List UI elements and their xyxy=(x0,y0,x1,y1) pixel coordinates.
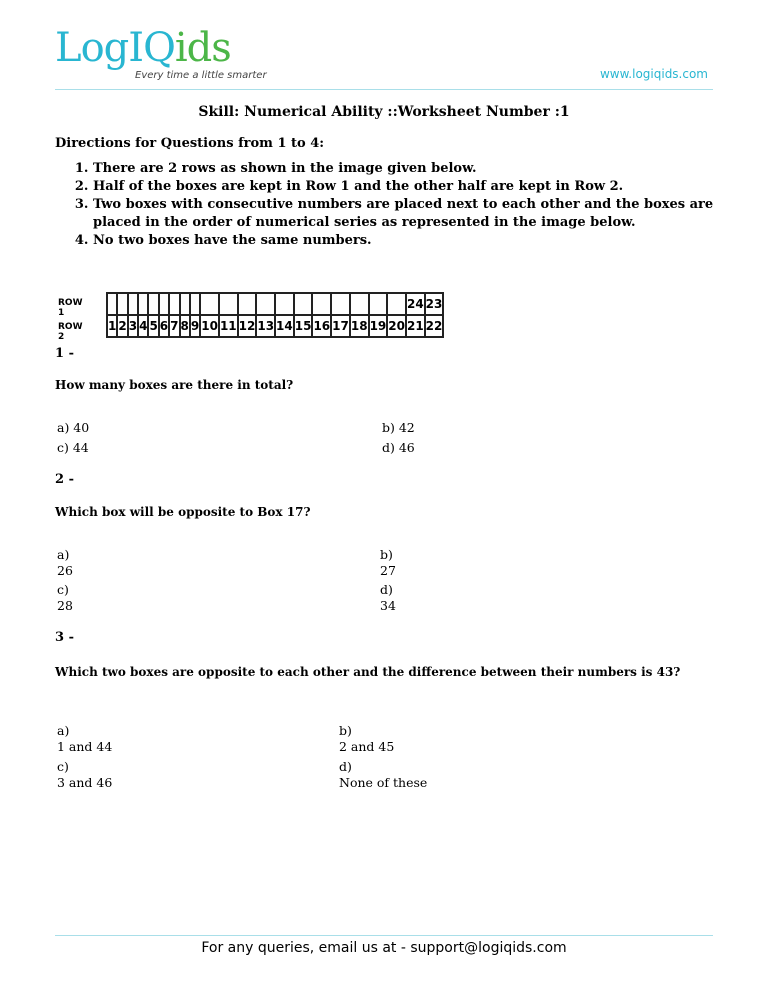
option-value: 2 and 45 xyxy=(339,739,395,754)
option-value: None of these xyxy=(339,775,428,790)
option-d[interactable] xyxy=(339,759,427,791)
box-cell xyxy=(219,293,238,315)
box-cell: 2 xyxy=(117,315,127,337)
box-cell: 7 xyxy=(169,315,179,337)
box-cell: 13 xyxy=(256,315,275,337)
box-cell: 11 xyxy=(219,315,238,337)
option-d[interactable] xyxy=(380,582,396,614)
box-cell: 21 xyxy=(406,315,425,337)
question-number: 3 - xyxy=(55,630,74,645)
box-cell: 20 xyxy=(387,315,406,337)
worksheet-title: Skill: Numerical Ability ::Worksheet Number :1 xyxy=(198,104,570,120)
direction-item: 2. Half of the boxes are kept in Row 1 and the other half are kept in Row 2. xyxy=(93,178,753,196)
box-cell xyxy=(350,293,369,315)
option-label: c) xyxy=(57,582,69,597)
box-cell: 6 xyxy=(159,315,169,337)
option-d[interactable]: d) 46 xyxy=(382,440,415,455)
footer-divider xyxy=(55,935,713,936)
box-cell xyxy=(128,293,138,315)
tagline: Every time a little smarter xyxy=(135,70,267,81)
option-label: d) xyxy=(339,759,352,774)
box-cell xyxy=(148,293,158,315)
option-value: 34 xyxy=(380,598,396,613)
question-number: 1 - xyxy=(55,346,74,361)
option-c[interactable] xyxy=(57,582,73,614)
box-cell xyxy=(190,293,200,315)
option-a[interactable] xyxy=(57,723,112,755)
option-value: 27 xyxy=(380,563,396,578)
box-cell xyxy=(200,293,219,315)
option-b[interactable] xyxy=(339,723,394,755)
box-cell: 1 xyxy=(107,315,117,337)
box-cell xyxy=(117,293,127,315)
directions-heading: Directions for Questions from 1 to 4: xyxy=(55,136,325,151)
box-table xyxy=(106,292,444,338)
box-cell xyxy=(369,293,388,315)
box-cell xyxy=(312,293,331,315)
box-cell: 24 xyxy=(406,293,425,315)
directions-list xyxy=(55,160,753,250)
box-cell xyxy=(256,293,275,315)
option-label: b) xyxy=(380,547,393,562)
question-text: How many boxes are there in total? xyxy=(55,378,294,392)
question-text: Which two boxes are opposite to each other and the difference between their numbers is 43? xyxy=(55,665,681,679)
box-cell: 19 xyxy=(369,315,388,337)
box-cell xyxy=(180,293,190,315)
option-a[interactable] xyxy=(57,547,73,579)
box-cell: 23 xyxy=(425,293,444,315)
option-value: 28 xyxy=(57,598,73,613)
box-cell: 17 xyxy=(331,315,350,337)
option-value: 26 xyxy=(57,563,73,578)
option-c[interactable]: c) 44 xyxy=(57,440,89,455)
row2-label: ROW 2 xyxy=(58,322,83,342)
direction-item: 4. No two boxes have the same numbers. xyxy=(93,232,753,250)
box-cell xyxy=(275,293,294,315)
option-value: 3 and 46 xyxy=(57,775,113,790)
box-cell: 16 xyxy=(312,315,331,337)
option-b[interactable] xyxy=(380,547,396,579)
option-value: 1 and 44 xyxy=(57,739,113,754)
question-text: Which box will be opposite to Box 17? xyxy=(55,505,311,519)
option-b[interactable]: b) 42 xyxy=(382,420,415,435)
option-label: d) xyxy=(380,582,393,597)
box-cell: 4 xyxy=(138,315,148,337)
option-a[interactable]: a) 40 xyxy=(57,420,90,435)
box-cell xyxy=(107,293,117,315)
header-divider xyxy=(55,89,713,90)
box-cell: 18 xyxy=(350,315,369,337)
box-cell: 10 xyxy=(200,315,219,337)
box-cell xyxy=(238,293,257,315)
footer-contact: For any queries, email us at - support@logiqids.com xyxy=(201,940,567,956)
box-cell xyxy=(138,293,148,315)
box-cell xyxy=(159,293,169,315)
direction-item: 1. There are 2 rows as shown in the image given below. xyxy=(93,160,753,178)
option-label: c) xyxy=(57,759,69,774)
box-cell xyxy=(294,293,313,315)
box-cell: 9 xyxy=(190,315,200,337)
website-link[interactable]: www.logiqids.com xyxy=(599,67,708,81)
question-number: 2 - xyxy=(55,472,74,487)
box-cell: 12 xyxy=(238,315,257,337)
box-cell: 5 xyxy=(148,315,158,337)
box-cell: 15 xyxy=(294,315,313,337)
box-cell: 3 xyxy=(128,315,138,337)
direction-item: 3. Two boxes with consecutive numbers are placed next to each other and the boxes are placed in the order of numerical series as represented in the image below. xyxy=(93,196,753,232)
option-label: a) xyxy=(57,723,70,738)
option-label: b) xyxy=(339,723,352,738)
option-c[interactable] xyxy=(57,759,112,791)
box-cell xyxy=(331,293,350,315)
box-cell xyxy=(387,293,406,315)
box-cell: 8 xyxy=(180,315,190,337)
box-cell: 14 xyxy=(275,315,294,337)
logiqids-logo: LogIQids Every time a little smarter xyxy=(55,25,267,81)
option-label: a) xyxy=(57,547,70,562)
row1-label: ROW 1 xyxy=(58,298,83,318)
box-cell xyxy=(169,293,179,315)
box-cell: 22 xyxy=(425,315,444,337)
